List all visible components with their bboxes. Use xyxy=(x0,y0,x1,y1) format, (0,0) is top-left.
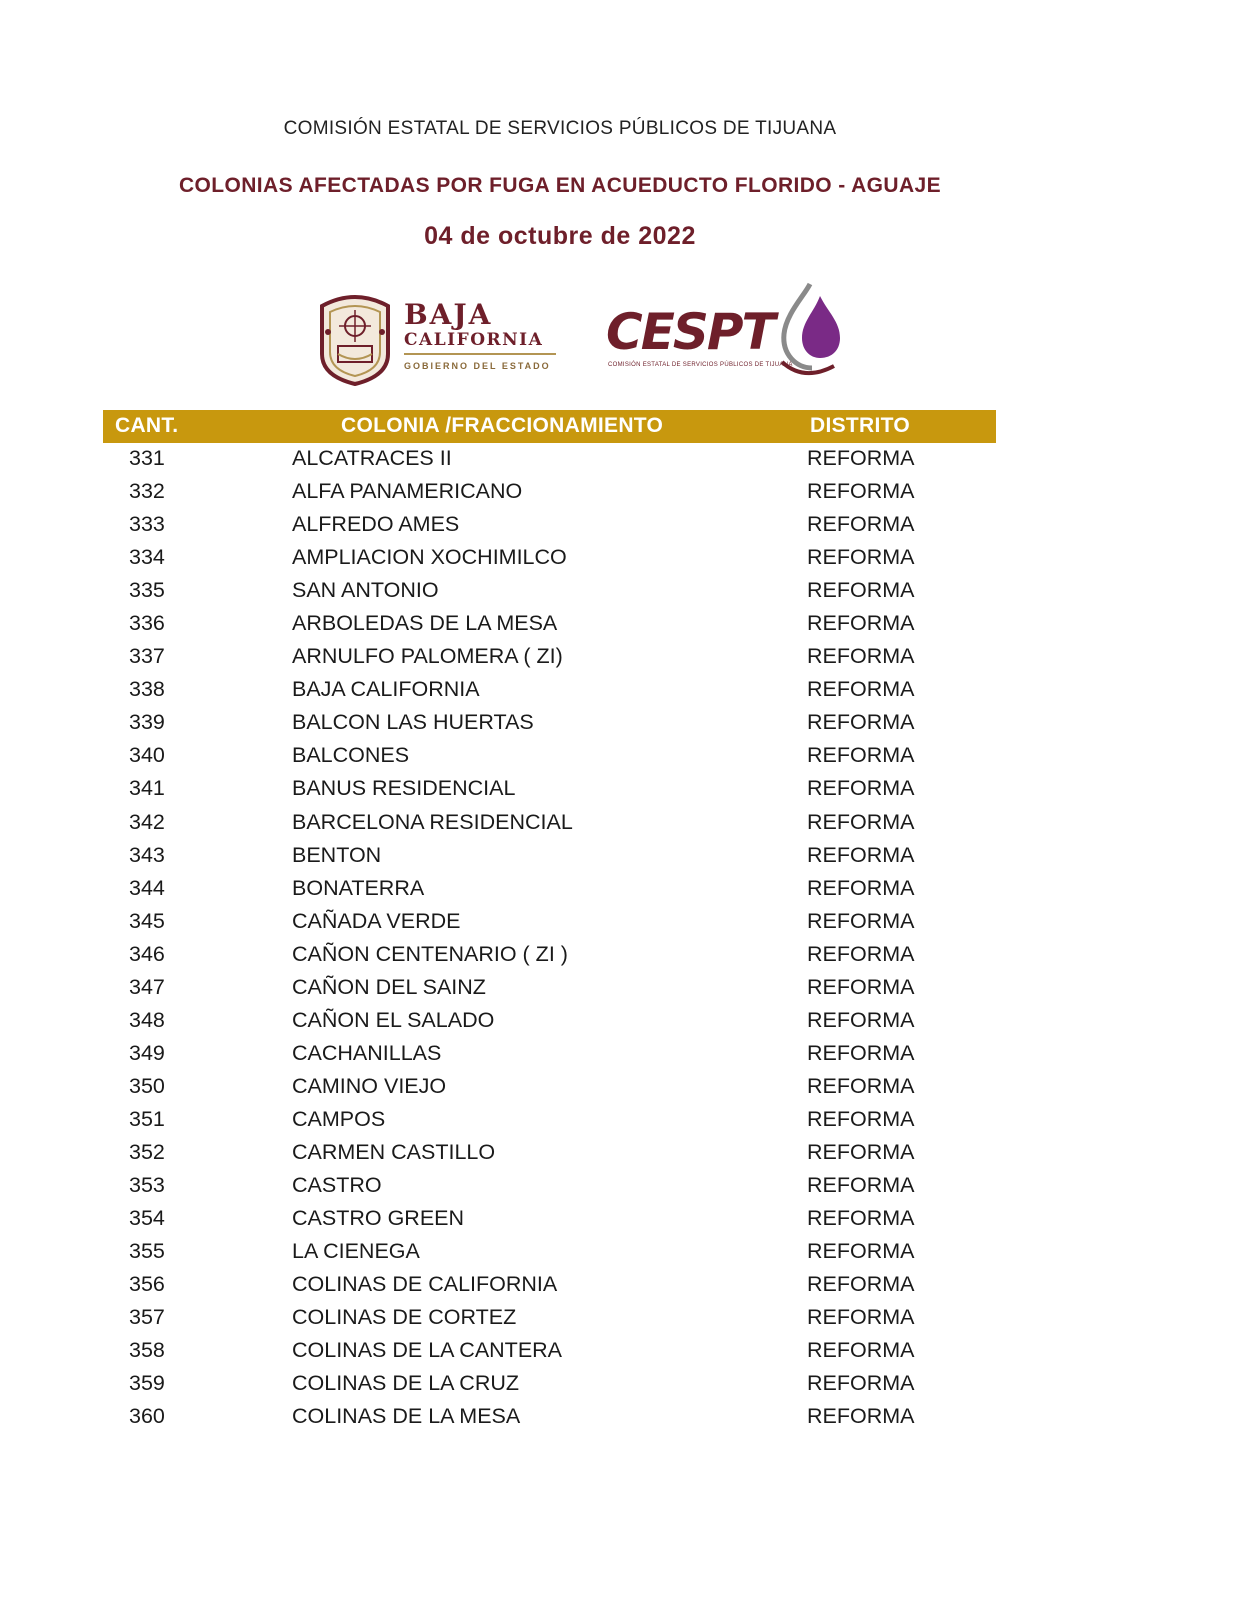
row-distrito: REFORMA xyxy=(807,743,915,768)
row-colonia: BANUS RESIDENCIAL xyxy=(292,776,516,801)
table-row xyxy=(103,807,996,840)
table-row xyxy=(103,641,996,674)
row-colonia: BENTON xyxy=(292,842,382,867)
row-cant: 348 xyxy=(129,1007,165,1032)
row-colonia: BONATERRA xyxy=(292,875,425,900)
row-colonia: COLINAS DE LA CANTERA xyxy=(292,1338,563,1363)
row-cant: 358 xyxy=(129,1338,165,1363)
row-cant: 345 xyxy=(129,908,165,933)
document-date: 04 de octubre de 2022 xyxy=(424,222,696,250)
table-row xyxy=(103,1170,996,1203)
table-row xyxy=(103,575,996,608)
table-row xyxy=(103,1104,996,1137)
row-colonia: ARNULFO PALOMERA ( ZI) xyxy=(292,644,563,669)
row-cant: 354 xyxy=(129,1206,165,1231)
row-distrito: REFORMA xyxy=(807,776,915,801)
bc-logo-divider xyxy=(404,353,556,355)
row-colonia: CAÑON CENTENARIO ( ZI ) xyxy=(292,941,568,966)
cespt-logo-tagline: COMISIÓN ESTATAL DE SERVICIOS PÚBLICOS DE TIJUANA xyxy=(608,362,793,368)
table-row xyxy=(103,906,996,939)
table-row xyxy=(103,542,996,575)
row-distrito: REFORMA xyxy=(807,512,915,537)
table-row xyxy=(103,1368,996,1401)
row-colonia: CAMPOS xyxy=(292,1106,386,1131)
row-distrito: REFORMA xyxy=(807,710,915,735)
table-row xyxy=(103,1401,996,1434)
row-distrito: REFORMA xyxy=(807,1007,915,1032)
bc-logo-line2: CALIFORNIA xyxy=(404,330,544,350)
table-row xyxy=(103,1236,996,1269)
document-subtitle: COLONIAS AFECTADAS POR FUGA EN ACUEDUCTO FLORIDO - AGUAJE xyxy=(178,174,942,197)
row-cant: 333 xyxy=(129,512,165,537)
row-colonia: CASTRO GREEN xyxy=(292,1206,465,1231)
row-distrito: REFORMA xyxy=(807,1206,915,1231)
row-cant: 357 xyxy=(129,1305,165,1330)
row-colonia: COLINAS DE CORTEZ xyxy=(292,1305,517,1330)
table-row xyxy=(103,1335,996,1368)
row-cant: 351 xyxy=(129,1106,165,1131)
row-distrito: REFORMA xyxy=(807,677,915,702)
row-colonia: ALCATRACES II xyxy=(292,446,452,470)
row-distrito: REFORMA xyxy=(807,941,915,966)
table-row xyxy=(103,1005,996,1038)
row-distrito: REFORMA xyxy=(807,1173,915,1198)
row-distrito: REFORMA xyxy=(807,1272,915,1297)
row-distrito: REFORMA xyxy=(807,1139,915,1164)
table-row xyxy=(103,1269,996,1302)
row-distrito: REFORMA xyxy=(807,644,915,669)
row-distrito: REFORMA xyxy=(807,908,915,933)
row-colonia: ARBOLEDAS DE LA MESA xyxy=(292,611,558,636)
row-colonia: AMPLIACION XOCHIMILCO xyxy=(292,545,567,570)
row-distrito: REFORMA xyxy=(807,545,915,570)
row-distrito: REFORMA xyxy=(807,611,915,636)
row-colonia: CAÑON DEL SAINZ xyxy=(292,974,486,999)
affected-neighborhoods-table xyxy=(103,410,996,1434)
row-distrito: REFORMA xyxy=(807,1239,915,1264)
column-header-distrito: DISTRITO xyxy=(810,414,911,437)
row-cant: 355 xyxy=(129,1239,165,1264)
row-cant: 349 xyxy=(129,1040,165,1065)
row-distrito: REFORMA xyxy=(807,1040,915,1065)
row-distrito: REFORMA xyxy=(807,446,915,470)
row-cant: 331 xyxy=(129,446,165,470)
row-distrito: REFORMA xyxy=(807,974,915,999)
row-cant: 346 xyxy=(129,941,165,966)
row-distrito: REFORMA xyxy=(807,578,915,603)
table-row xyxy=(103,674,996,707)
table-row xyxy=(103,873,996,906)
cespt-logo xyxy=(606,282,846,382)
table-row xyxy=(103,707,996,740)
row-cant: 343 xyxy=(129,842,165,867)
table-row xyxy=(103,1137,996,1170)
table-row xyxy=(103,1071,996,1104)
row-cant: 344 xyxy=(129,875,165,900)
row-distrito: REFORMA xyxy=(807,1338,915,1363)
row-colonia: BARCELONA RESIDENCIAL xyxy=(292,809,573,834)
table-row xyxy=(103,840,996,873)
row-cant: 334 xyxy=(129,545,165,570)
organization-heading: COMISIÓN ESTATAL DE SERVICIOS PÚBLICOS DE TIJUANA xyxy=(283,118,837,139)
table-row xyxy=(103,939,996,972)
row-cant: 347 xyxy=(129,974,165,999)
table-row xyxy=(103,740,996,773)
row-cant: 360 xyxy=(129,1404,165,1429)
row-colonia: CARMEN CASTILLO xyxy=(292,1139,496,1164)
bc-logo-line1: BAJA xyxy=(404,298,493,331)
row-distrito: REFORMA xyxy=(807,809,915,834)
row-cant: 340 xyxy=(129,743,165,768)
row-cant: 335 xyxy=(129,578,165,603)
row-distrito: REFORMA xyxy=(807,842,915,867)
row-distrito: REFORMA xyxy=(807,1106,915,1131)
row-colonia: CAMINO VIEJO xyxy=(292,1073,447,1098)
row-colonia: BAJA CALIFORNIA xyxy=(292,677,480,702)
table-row xyxy=(103,476,996,509)
table-row xyxy=(103,509,996,542)
row-cant: 338 xyxy=(129,677,165,702)
cespt-logo-wordmark: CESPT xyxy=(606,303,774,361)
state-seal-icon xyxy=(316,292,394,386)
row-cant: 336 xyxy=(129,611,165,636)
table-row xyxy=(103,1038,996,1071)
row-colonia: SAN ANTONIO xyxy=(292,578,439,603)
row-colonia: COLINAS DE CALIFORNIA xyxy=(292,1272,558,1297)
baja-california-logo xyxy=(316,292,566,388)
row-colonia: CAÑON EL SALADO xyxy=(292,1007,495,1032)
row-colonia: COLINAS DE LA CRUZ xyxy=(292,1371,519,1396)
row-distrito: REFORMA xyxy=(807,1073,915,1098)
row-colonia: ALFA PANAMERICANO xyxy=(292,479,523,504)
table-row xyxy=(103,1203,996,1236)
table-row xyxy=(103,608,996,641)
row-cant: 342 xyxy=(129,809,165,834)
water-drop-icon xyxy=(774,282,846,378)
row-cant: 359 xyxy=(129,1371,165,1396)
row-colonia: CACHANILLAS xyxy=(292,1040,442,1065)
row-cant: 353 xyxy=(129,1173,165,1198)
row-cant: 337 xyxy=(129,644,165,669)
row-colonia: LA CIENEGA xyxy=(292,1239,420,1264)
row-distrito: REFORMA xyxy=(807,1371,915,1396)
row-colonia: COLINAS DE LA MESA xyxy=(292,1404,521,1429)
table-row xyxy=(103,1302,996,1335)
column-header-cant: CANT. xyxy=(115,414,179,437)
row-distrito: REFORMA xyxy=(807,875,915,900)
table-header xyxy=(103,410,996,443)
bc-logo-line3: GOBIERNO DEL ESTADO xyxy=(404,361,551,371)
row-distrito: REFORMA xyxy=(807,1305,915,1330)
row-cant: 350 xyxy=(129,1073,165,1098)
table-row xyxy=(103,972,996,1005)
row-cant: 332 xyxy=(129,479,165,504)
row-distrito: REFORMA xyxy=(807,479,915,504)
row-cant: 352 xyxy=(129,1139,165,1164)
row-colonia: BALCONES xyxy=(292,743,410,768)
row-colonia: CASTRO xyxy=(292,1173,382,1198)
row-colonia: CAÑADA VERDE xyxy=(292,908,461,933)
table-row xyxy=(103,443,996,476)
table-row xyxy=(103,773,996,806)
column-header-colonia: COLONIA /FRACCIONAMIENTO xyxy=(341,414,664,437)
row-cant: 339 xyxy=(129,710,165,735)
row-colonia: ALFREDO AMES xyxy=(292,512,460,537)
row-cant: 356 xyxy=(129,1272,165,1297)
row-colonia: BALCON LAS HUERTAS xyxy=(292,710,534,735)
table-body xyxy=(103,443,996,1434)
row-cant: 341 xyxy=(129,776,165,801)
row-distrito: REFORMA xyxy=(807,1404,915,1429)
